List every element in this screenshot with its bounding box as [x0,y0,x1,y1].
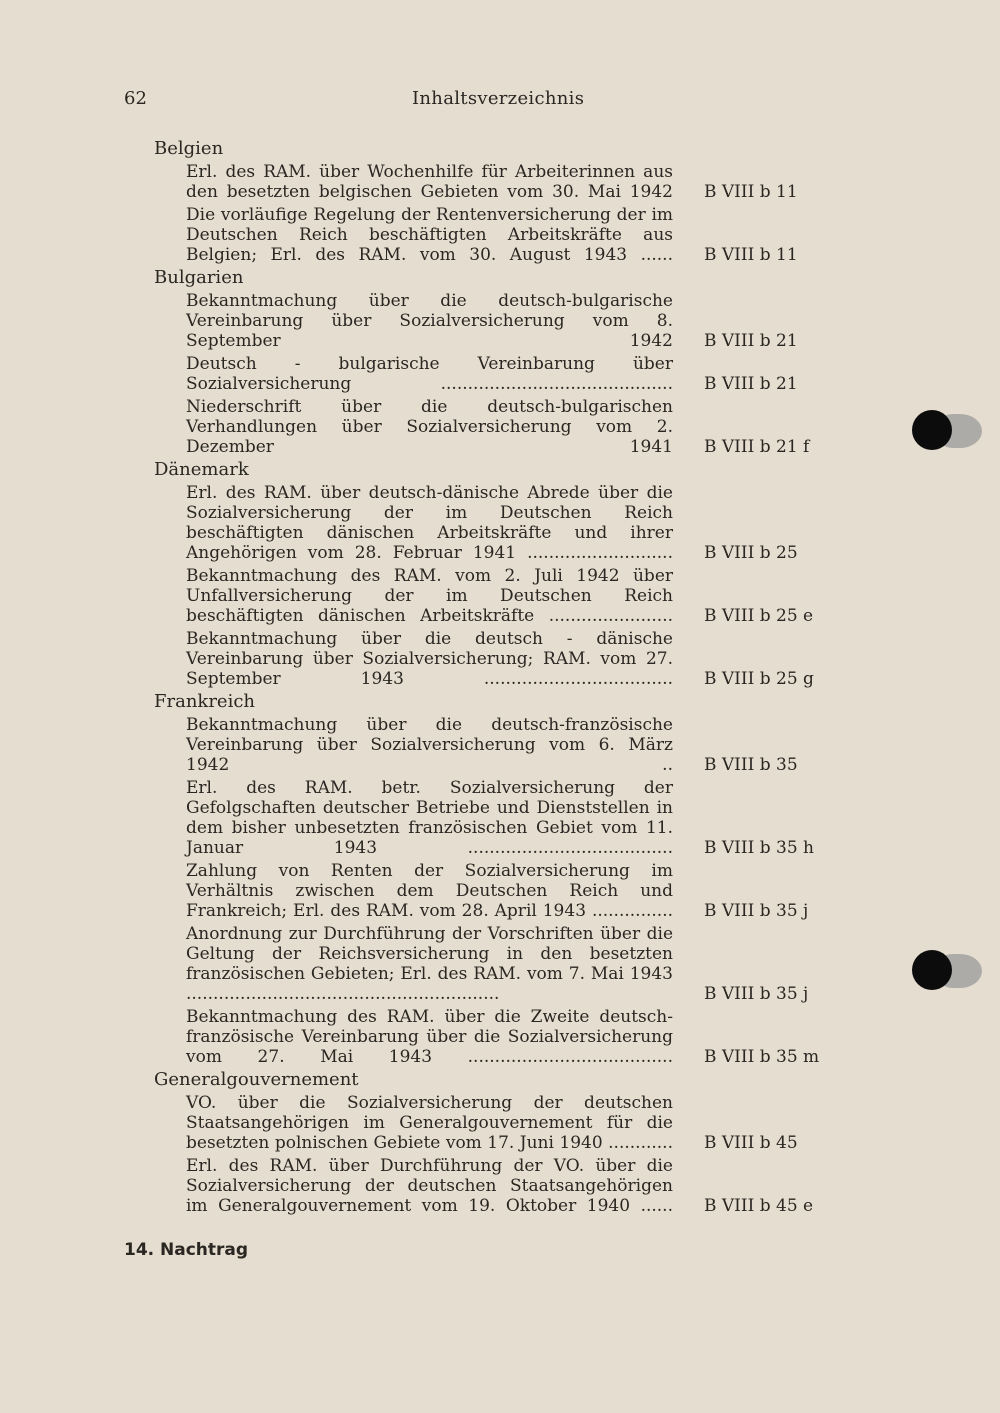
entry-reference: B VIII b 21 f [704,437,810,457]
toc-entry [186,354,846,394]
toc-entry [186,483,846,563]
entry-text: VO. über die Sozialversicherung der deutschen Staatsangehörigen im Generalgouvernement für die besetzten polnischen Gebiete vom 17. Juni 1940 ............ [186,1093,673,1153]
entry-reference: B VIII b 35 [704,755,798,775]
entry-text: Erl. des RAM. betr. Sozialversicherung der Gefolgschaften deutscher Betriebe und Dienststellen in dem bisher unbesetzten französischen Gebiet vom 11. Januar 1943 ...................................... [186,778,673,858]
entry-reference: B VIII b 35 j [704,901,809,921]
toc-entry [186,924,846,1004]
entry-text: Erl. des RAM. über Durchführung der VO. über die Sozialversicherung der deutschen Staatsangehörigen im Generalgouvernement vom 19. Oktober 1940 ...... [186,1156,673,1216]
entry-reference: B VIII b 25 g [704,669,814,689]
section-daenemark [150,460,850,689]
section-bulgarien [150,268,850,457]
section-generalgouvernement [150,1070,850,1216]
punch-hole-upper [912,410,952,450]
running-head: Inhaltsverzeichnis [412,88,585,109]
toc-entry [186,291,846,351]
entry-text: Die vorläufige Regelung der Rentenversicherung der im Deutschen Reich beschäftigten Arbeitskräfte aus Belgien; Erl. des RAM. vom 30. August 1943 ...... [186,205,673,265]
section-frankreich [150,692,850,1067]
punch-hole-lower [912,950,952,990]
toc-entry [186,1007,846,1067]
section-heading: Frankreich [154,691,256,712]
entry-reference: B VIII b 35 j [704,984,809,1004]
section-heading: Dänemark [154,459,249,480]
toc-entry [186,715,846,775]
table-of-contents [150,137,850,1219]
toc-entry [186,205,846,265]
entry-reference: B VIII b 11 [704,245,798,265]
supplement-label: 14. Nachtrag [124,1240,249,1260]
entry-text: Erl. des RAM. über deutsch-dänische Abrede über die Sozialversicherung der im Deutschen Reich beschäftigten dänischen Arbeitskräfte und ihrer Angehörigen vom 28. Februar 1941 ........................... [186,483,673,563]
entry-reference: B VIII b 25 [704,543,798,563]
section-heading: Bulgarien [154,267,244,288]
toc-entry [186,778,846,858]
entry-reference: B VIII b 25 e [704,606,814,626]
toc-entry [186,1156,846,1216]
toc-entry [186,861,846,921]
entry-text: Zahlung von Renten der Sozialversicherung im Verhältnis zwischen dem Deutschen Reich und Frankreich; Erl. des RAM. vom 28. April 1943 ............... [186,861,673,921]
toc-entry [186,629,846,689]
toc-entry [186,1093,846,1153]
entry-text: Niederschrift über die deutsch-bulgarischen Verhandlungen über Sozialversicherung vom 2. Dezember 1941 [186,397,673,457]
section-heading: Belgien [154,138,224,159]
entry-text: Deutsch - bulgarische Vereinbarung über Sozialversicherung ........................................... [186,354,673,394]
toc-entry [186,397,846,457]
entry-reference: B VIII b 35 h [704,838,814,858]
entry-text: Erl. des RAM. über Wochenhilfe für Arbeiterinnen aus den besetzten belgischen Gebieten vom 30. Mai 1942 [186,162,673,202]
entry-reference: B VIII b 35 m [704,1047,820,1067]
section-belgien [150,139,850,265]
entry-reference: B VIII b 11 [704,182,798,202]
section-heading: Generalgouvernement [154,1069,359,1090]
entry-text: Bekanntmachung über die deutsch-bulgarische Vereinbarung über Sozialversicherung vom 8. September 1942 [186,291,673,351]
entry-text: Bekanntmachung über die deutsch - dänische Vereinbarung über Sozialversicherung; RAM. vom 27. September 1943 ................................... [186,629,673,689]
entry-reference: B VIII b 21 [704,374,798,394]
entry-reference: B VIII b 45 e [704,1196,814,1216]
entry-text: Anordnung zur Durchführung der Vorschriften über die Geltung der Reichsversicherung in den besetzten französischen Gebieten; Erl. des RAM. vom 7. Mai 1943 .......................................................... [186,924,673,1004]
page-number: 62 [124,88,147,109]
entry-text: Bekanntmachung über die deutsch-französische Vereinbarung über Sozialversicherung vom 6. März 1942 .. [186,715,673,775]
entry-text: Bekanntmachung des RAM. über die Zweite deutsch-französische Vereinbarung über die Sozialversicherung vom 27. Mai 1943 ...................................... [186,1007,673,1067]
entry-reference: B VIII b 21 [704,331,798,351]
entry-text: Bekanntmachung des RAM. vom 2. Juli 1942 über Unfallversicherung der im Deutschen Reich beschäftigten dänischen Arbeitskräfte ....................... [186,566,673,626]
toc-entry [186,566,846,626]
entry-reference: B VIII b 45 [704,1133,798,1153]
toc-entry [186,162,846,202]
